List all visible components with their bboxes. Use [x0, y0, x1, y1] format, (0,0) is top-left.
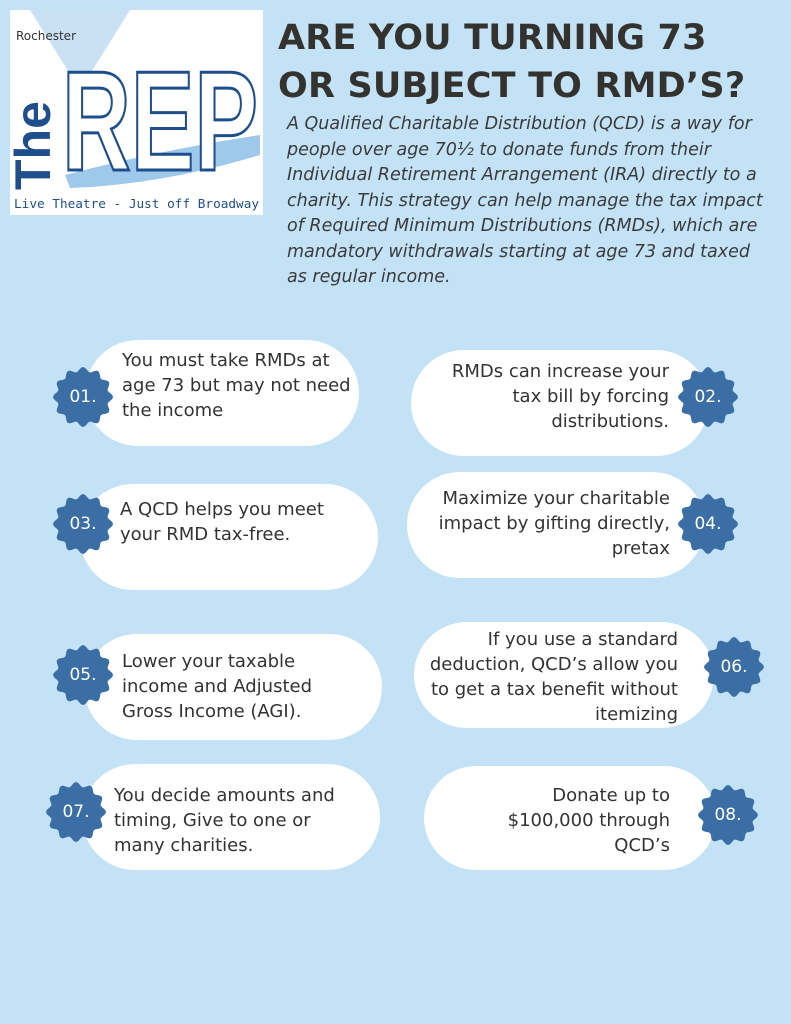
tip-text: Lower your taxable income and Adjusted Gross Income (AGI). — [122, 651, 313, 722]
logo-rep: REP — [62, 42, 258, 201]
page-title-line-1: ARE YOU TURNING 73 — [278, 18, 707, 58]
number-badge-07 — [46, 782, 106, 842]
badge-number: 05. — [69, 665, 97, 685]
tip-text: A QCD helps you meet your RMD tax-free. — [120, 499, 324, 545]
badge-number: 07. — [62, 802, 90, 822]
logo — [5, 10, 263, 215]
number-badge-04 — [678, 494, 738, 554]
intro-paragraph: A Qualified Charitable Distribution (QCD) is a way for people over age 70½ to donate funds from their Individual Retirement Arrangement (IRA) directly to a charity. This strategy can help manage the tax impact of Required Minimum Distributions (RMDs), which are mandatory withdrawals starting at age 73 and taxed as regular income. — [287, 114, 763, 287]
badge-number: 03. — [69, 514, 97, 534]
logo-city: Rochester — [16, 29, 76, 43]
number-badge-06 — [704, 637, 764, 697]
tip-card-05 — [84, 634, 382, 740]
badge-number: 01. — [69, 387, 97, 407]
tip-card-08 — [424, 766, 716, 870]
tip-text: RMDs can increase your tax bill by forcing distributions. — [451, 361, 669, 432]
number-badge-02 — [678, 367, 738, 427]
tip-card-01 — [85, 340, 359, 446]
tip-text: You must take RMDs at age 73 but may not need the income — [122, 350, 351, 421]
tip-card-07 — [82, 764, 380, 870]
number-badge-05 — [53, 645, 113, 705]
badge-number: 04. — [694, 514, 722, 534]
number-badge-01 — [53, 367, 113, 427]
tip-card-06 — [414, 622, 714, 728]
page-title — [278, 14, 778, 110]
tip-card-02 — [411, 350, 709, 456]
logo-the: The — [5, 101, 61, 190]
tip-text: Donate up to $100,000 through QCD’s — [507, 785, 670, 856]
badge-number: 02. — [694, 387, 722, 407]
tip-text: You decide amounts and timing, Give to one or many charities. — [114, 785, 335, 856]
badge-number: 06. — [720, 657, 748, 677]
tip-text: If you use a standard deduction, QCD’s allow you to get a tax benefit without itemizing — [429, 629, 678, 725]
number-badge-03 — [53, 494, 113, 554]
badge-number: 08. — [714, 805, 742, 825]
tip-text: Maximize your charitable impact by gifting directly, pretax — [438, 488, 670, 559]
page-title-line-2: OR SUBJECT TO RMD’S? — [278, 66, 746, 106]
tip-card-04 — [407, 472, 705, 578]
logo-tagline: Live Theatre - Just off Broadway — [14, 197, 259, 211]
tip-card-03 — [80, 484, 378, 590]
logo-graphic — [5, 10, 263, 215]
number-badge-08 — [698, 785, 758, 845]
